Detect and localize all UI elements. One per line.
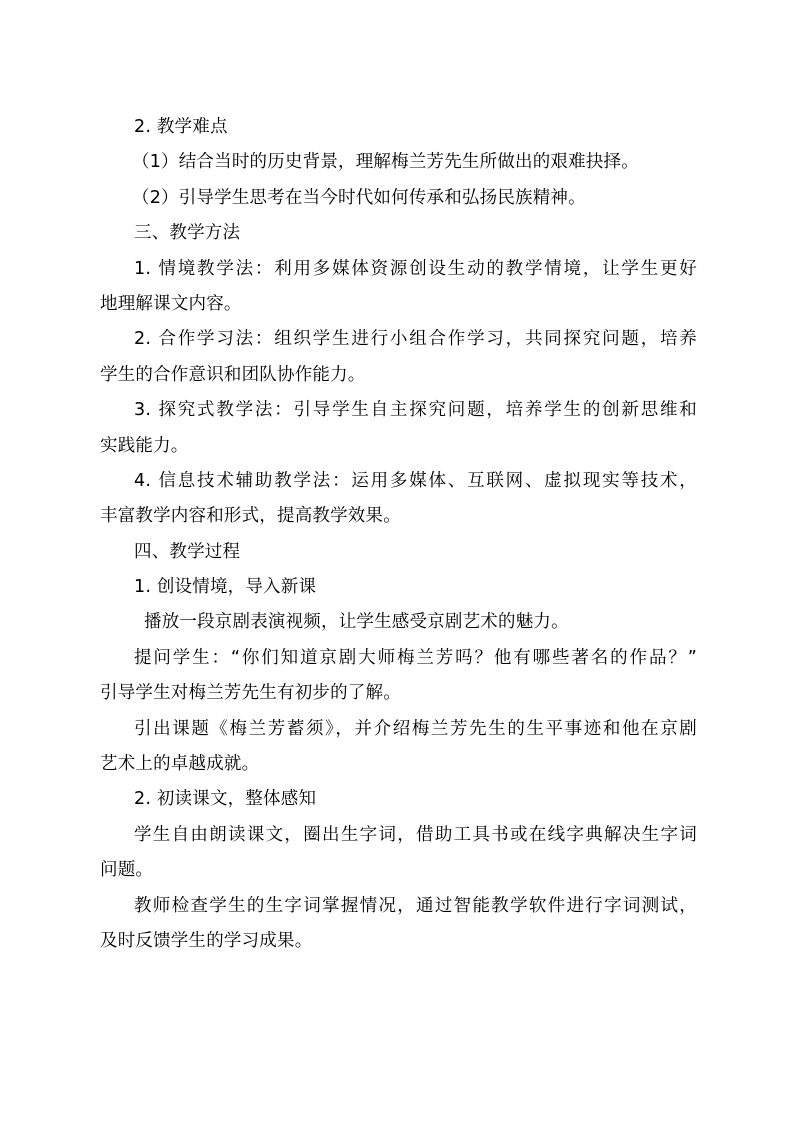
difficulty-item-2: （2）引导学生思考在当今时代如何传承和弘扬民族精神。 [132, 187, 586, 208]
method-4-line-2: 丰富教学内容和形式，提高教学效果。 [100, 506, 401, 527]
process-step-2-paragraph-2-line-1: 教师检查学生的生字词掌握情况，通过智能教学软件进行字词测试， [134, 895, 697, 916]
process-step-1-paragraph-2-line-2: 引导学生对梅兰芳先生有初步的了解。 [100, 683, 401, 704]
section-heading-teaching-methods: 三、教学方法 [134, 223, 241, 244]
method-2-line-2: 学生的合作意识和团队协作能力。 [100, 364, 366, 385]
method-2-line-1: 2. 合作学习法：组织学生进行小组合作学习，共同探究问题，培养 [134, 329, 697, 350]
heading-teaching-difficulties: 2. 教学难点 [134, 117, 228, 137]
process-step-2-paragraph-1-line-2: 问题。 [100, 860, 154, 881]
method-3-line-2: 实践能力。 [100, 435, 189, 456]
process-step-1-paragraph-3-line-2: 艺术上的卓越成就。 [100, 754, 260, 775]
process-step-1-paragraph-3-line-1: 引出课题《梅兰芳蓄须》，并介绍梅兰芳先生的生平事迹和他在京剧 [134, 718, 697, 739]
process-step-2-heading: 2. 初读课文，整体感知 [134, 789, 317, 810]
method-3-line-1: 3. 探究式教学法：引导学生自主探究问题，培养学生的创新思维和 [134, 400, 697, 421]
process-step-1-paragraph-2-line-1: 提问学生：“你们知道京剧大师梅兰芳吗？他有哪些著名的作品？” [134, 647, 697, 668]
difficulty-item-1: （1）结合当时的历史背景，理解梅兰芳先生所做出的艰难抉择。 [132, 152, 639, 173]
process-step-1-paragraph-1: 播放一段京剧表演视频，让学生感受京剧艺术的魅力。 [144, 612, 569, 633]
method-1-line-2: 地理解课文内容。 [100, 293, 242, 314]
document-body [100, 110, 700, 959]
method-1-line-1: 1. 情境教学法：利用多媒体资源创设生动的教学情境，让学生更好 [134, 258, 697, 279]
section-heading-teaching-process: 四、教学过程 [134, 541, 241, 562]
process-step-2-paragraph-2-line-2: 及时反馈学生的学习成果。 [100, 930, 313, 951]
process-step-1-heading: 1. 创设情境，导入新课 [134, 577, 317, 598]
process-step-2-paragraph-1-line-1: 学生自由朗读课文，圈出生字词，借助工具书或在线字典解决生字词 [134, 824, 697, 845]
method-4-line-1: 4. 信息技术辅助教学法：运用多媒体、互联网、虚拟现实等技术， [134, 470, 697, 491]
